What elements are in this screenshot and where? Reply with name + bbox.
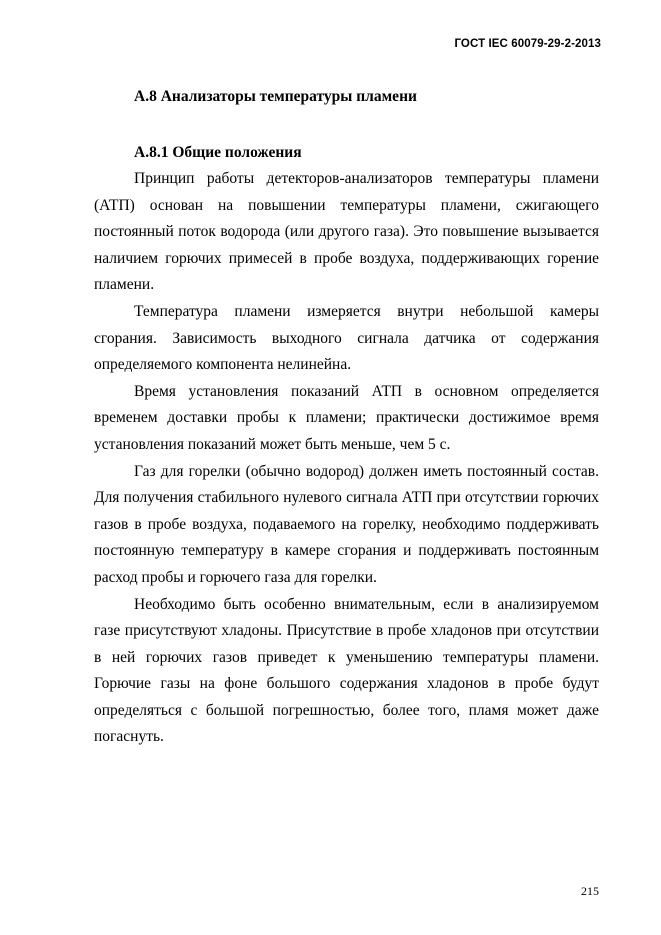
page-number: 215 bbox=[581, 884, 599, 898]
body-text bbox=[94, 166, 599, 751]
section-title: А.8 Анализаторы температуры пламени bbox=[134, 88, 417, 105]
paragraph: Температура пламени измеряется внутри небольшой камеры сгорания. Зависимость выходного сигнала датчика от содержания определяемого компонента нелинейна. bbox=[94, 302, 599, 374]
document-standard-header: ГОСТ IEC 60079-29-2-2013 bbox=[454, 38, 601, 50]
paragraph: Принцип работы детекторов-анализаторов температуры пламени (АТП) основан на повышении температуры пламени, сжигающего постоянный поток водорода (или другого газа). Это повышение вызывается наличием горючих примесей в пробе воздуха, поддерживающих горение пламени. bbox=[94, 170, 599, 294]
paragraph: Время установления показаний АТП в основном определяется временем доставки пробы к пламени; практически достижимое время установления показаний может быть меньше, чем 5 с. bbox=[94, 382, 599, 453]
subsection-title: А.8.1 Общие положения bbox=[134, 144, 302, 161]
paragraph: Необходимо быть особенно внимательным, если в анализируемом газе присутствуют хладоны. Присутствие в пробе хладонов при отсутствии в ней горючих газов приведет к уменьшению температуры пламени. Горючие газы на фоне большого содержания хладонов в пробе будут определяться с большой погрешностью, более того, пламя может даже погаснуть. bbox=[94, 595, 599, 746]
paragraph: Газ для горелки (обычно водород) должен иметь постоянный состав. Для получения стабильного нулевого сигнала АТП при отсутствии горючих газов в пробе воздуха, подаваемого на горелку, необходимо поддерживать постоянную температуру в камере сгорания и поддерживать постоянным расход пробы и горючего газа для горелки. bbox=[94, 462, 599, 586]
